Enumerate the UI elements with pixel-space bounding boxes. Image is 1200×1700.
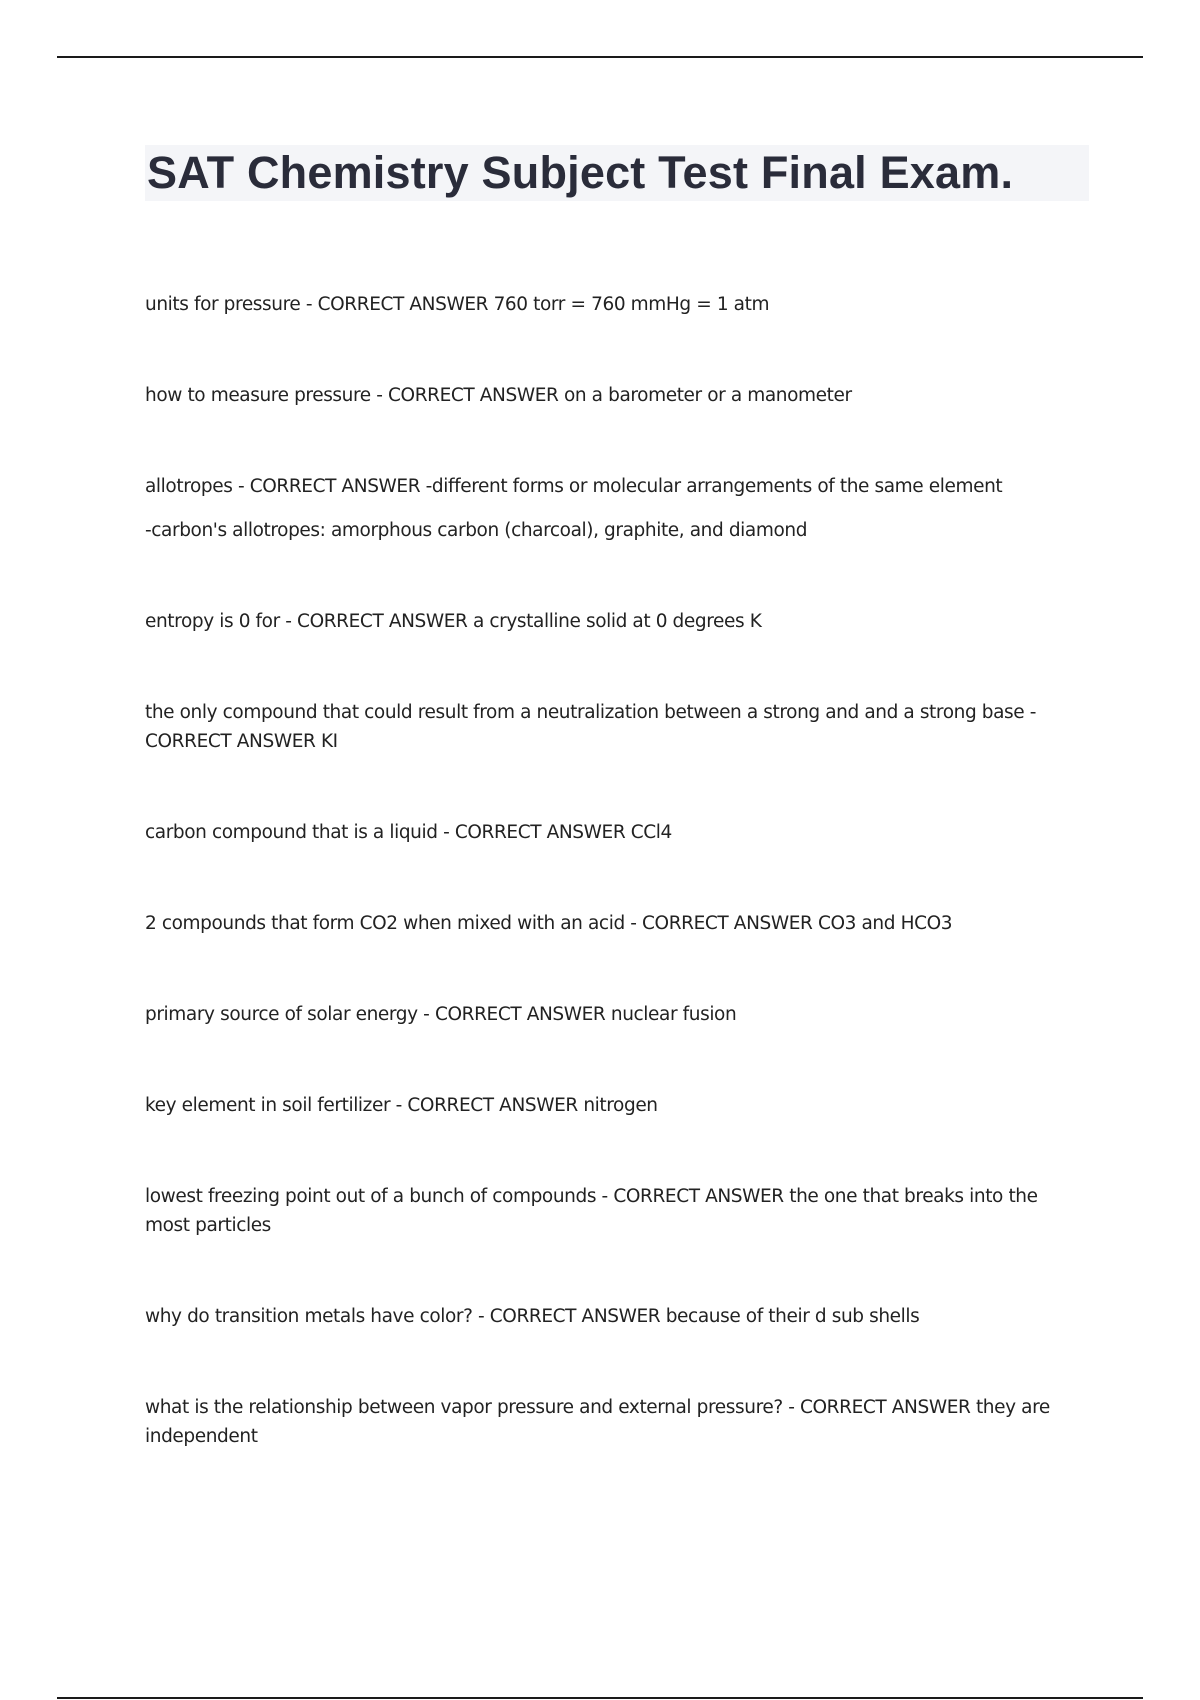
qa-question: units for pressure	[145, 294, 301, 315]
qa-separator: - CORRECT ANSWER	[624, 913, 818, 934]
qa-answer: KI	[320, 731, 338, 752]
qa-question: how to measure pressure	[145, 385, 371, 406]
qa-entry	[145, 607, 1065, 636]
qa-separator: - CORRECT ANSWER	[437, 822, 631, 843]
qa-answer: a crystalline solid at 0 degrees K	[472, 611, 762, 632]
qa-question: carbon compound that is a liquid	[145, 822, 438, 843]
qa-answer: CO3 and HCO3	[817, 913, 953, 934]
qa-entry	[145, 818, 1065, 847]
qa-entry	[145, 1000, 1065, 1029]
qa-list	[145, 290, 1065, 1513]
qa-question: lowest freezing point out of a bunch of compounds	[145, 1186, 597, 1207]
qa-entry	[145, 698, 1065, 756]
qa-answer: 760 torr = 760 mmHg = 1 atm	[493, 294, 770, 315]
qa-separator: - CORRECT ANSWER	[782, 1397, 976, 1418]
qa-entry	[145, 1182, 1065, 1240]
qa-answer: because of their d sub shells	[665, 1306, 920, 1327]
qa-question: 2 compounds that form CO2 when mixed with an acid	[145, 913, 625, 934]
qa-question: what is the relationship between vapor pressure and external pressure?	[145, 1397, 783, 1418]
qa-answer: -different forms or molecular arrangements of the same element	[425, 476, 1003, 497]
qa-question: key element in soil fertilizer	[145, 1095, 391, 1116]
bottom-rule	[57, 1697, 1143, 1699]
qa-separator: - CORRECT ANSWER	[370, 385, 564, 406]
qa-question: why do transition metals have color?	[145, 1306, 473, 1327]
qa-separator: - CORRECT ANSWER	[232, 476, 426, 497]
qa-question: the only compound that could result from a neutralization between a strong and and a strong base	[145, 702, 1025, 723]
qa-entry	[145, 1091, 1065, 1120]
qa-entry	[145, 1393, 1065, 1451]
qa-question: allotropes	[145, 476, 233, 497]
qa-entry	[145, 472, 1065, 545]
qa-separator: - CORRECT ANSWER	[596, 1186, 790, 1207]
qa-separator: - CORRECT ANSWER	[145, 702, 1037, 752]
qa-separator: - CORRECT ANSWER	[390, 1095, 584, 1116]
qa-answer: on a barometer or a manometer	[563, 385, 852, 406]
title-block	[145, 145, 1089, 201]
qa-separator: - CORRECT ANSWER	[417, 1004, 611, 1025]
document-title: SAT Chemistry Subject Test Final Exam.	[147, 147, 1014, 198]
qa-answer-continued: -carbon's allotropes: amorphous carbon (charcoal), graphite, and diamond	[145, 520, 808, 541]
qa-separator: - CORRECT ANSWER	[279, 611, 473, 632]
top-rule	[57, 56, 1143, 58]
qa-entry	[145, 1302, 1065, 1331]
qa-separator: - CORRECT ANSWER	[300, 294, 494, 315]
qa-entry	[145, 290, 1065, 319]
qa-answer: the one that breaks into the most particles	[145, 1186, 1038, 1236]
qa-entry	[145, 381, 1065, 410]
qa-answer: they are independent	[145, 1397, 1050, 1447]
qa-entry	[145, 909, 1065, 938]
qa-answer: nitrogen	[583, 1095, 658, 1116]
qa-answer: CCl4	[630, 822, 672, 843]
qa-separator: - CORRECT ANSWER	[472, 1306, 666, 1327]
qa-answer: nuclear fusion	[610, 1004, 737, 1025]
qa-question: entropy is 0 for	[145, 611, 280, 632]
qa-question: primary source of solar energy	[145, 1004, 418, 1025]
